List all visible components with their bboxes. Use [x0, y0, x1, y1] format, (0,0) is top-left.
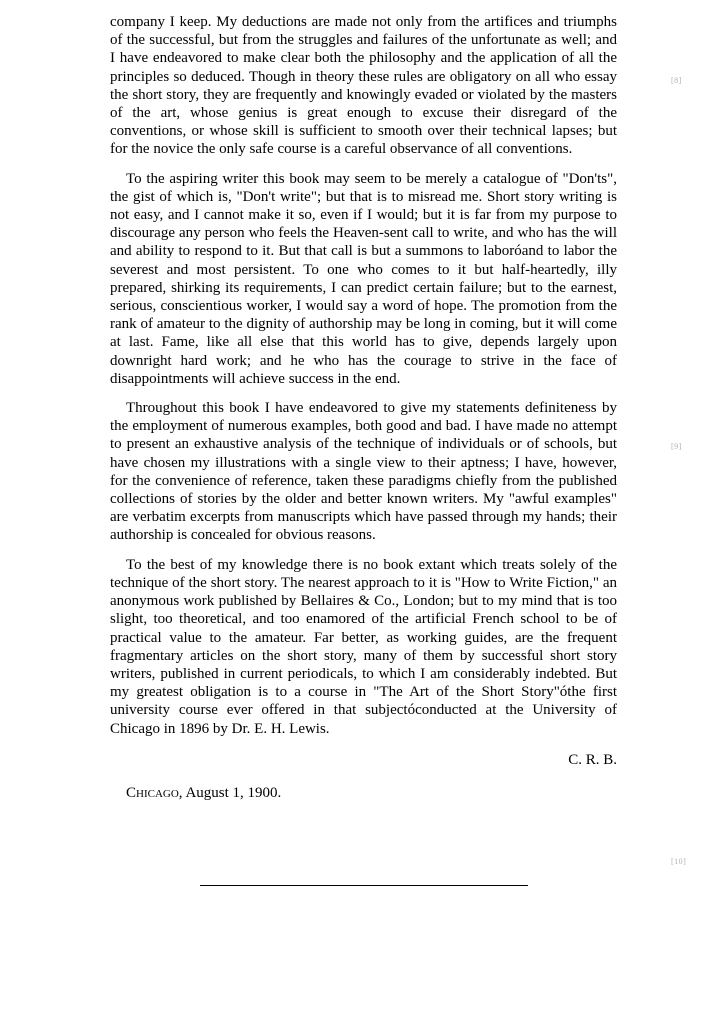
- page-marker-8: [8]: [671, 76, 682, 85]
- paragraph-2: To the aspiring writer this book may seem to be merely a catalogue of "Don'ts", the gist of which is, "Don't write"; but that is to misread me. Short story writing is not easy, and I cannot make it so, even if I would; but it is far from my purpose to discourage any person who feels the Heaven-sent call to write, and who has the will and ability to respond to it. But that call is but a summons to laboróand to labor the severest and most persistent. To one who comes to it but half-heartedly, illy prepared, shirking its requirements, I can predict certain failure; but to the earnest, serious, conscientious worker, I would say a word of hope. The promotion from the rank of amateur to the dignity of authorship may be long in coming, but it will come at last. Fame, like all else that this world has to give, depends largely upon downright hard work; and he who has the courage to strive in the face of disappointments will achieve success in the end.: [110, 170, 617, 387]
- signature: C. R. B.: [568, 751, 617, 768]
- dateline-place: Chicago: [126, 784, 179, 801]
- section-divider: [200, 885, 528, 886]
- paragraph-4: To the best of my knowledge there is no book extant which treats solely of the technique of the short story. The nearest approach to it is "How to Write Fiction," an anonymous work published by Bellaires & Co., London; but to my mind that is too slight, too theoretical, and too enamored of the artificial French school to be of practical value to the amateur. Far better, as working guides, are the frequent fragmentary articles on the short story, many of them by successful short story writers, published in current periodicals, to which I am considerably indebted. But my greatest obligation is to a course in "The Art of the Short Story"óthe first university course ever offered in that subjectóconducted at the University of Chicago in 1896 by Dr. E. H. Lewis.: [110, 556, 617, 737]
- page-marker-9: [9]: [671, 442, 682, 451]
- paragraph-3: Throughout this book I have endeavored to give my statements definiteness by the employment of numerous examples, both good and bad. I have made no attempt to present an exhaustive analysis of the technique of individuals or of schools, but have chosen my illustrations with a single view to their aptness; I have, however, for the convenience of reference, taken these paradigms chiefly from the published collections of stories by the older and better known writers. My "awful examples" are verbatim excerpts from manuscripts which have passed through my hands; their authorship is concealed for obvious reasons.: [110, 400, 617, 544]
- document-body: [110, 13, 617, 802]
- dateline-date: , August 1, 1900.: [178, 784, 282, 801]
- dateline: [110, 784, 617, 802]
- page-marker-10: [10]: [671, 857, 687, 866]
- paragraph-1: company I keep. My deductions are made not only from the artifices and triumphs of the successful, but from the struggles and failures of the unfortunate as well; and I have endeavored to make clear both the philosophy and the application of all the principles so deduced. Though in theory these rules are obligatory on all who essay the short story, they are frequently and knowingly evaded or violated by the masters of the art, whose genius is great enough to excuse their disregard of the conventions, or whose skill is sufficient to smooth over their technical lapses; but for the novice the only safe course is a careful observance of all conventions.: [110, 14, 617, 158]
